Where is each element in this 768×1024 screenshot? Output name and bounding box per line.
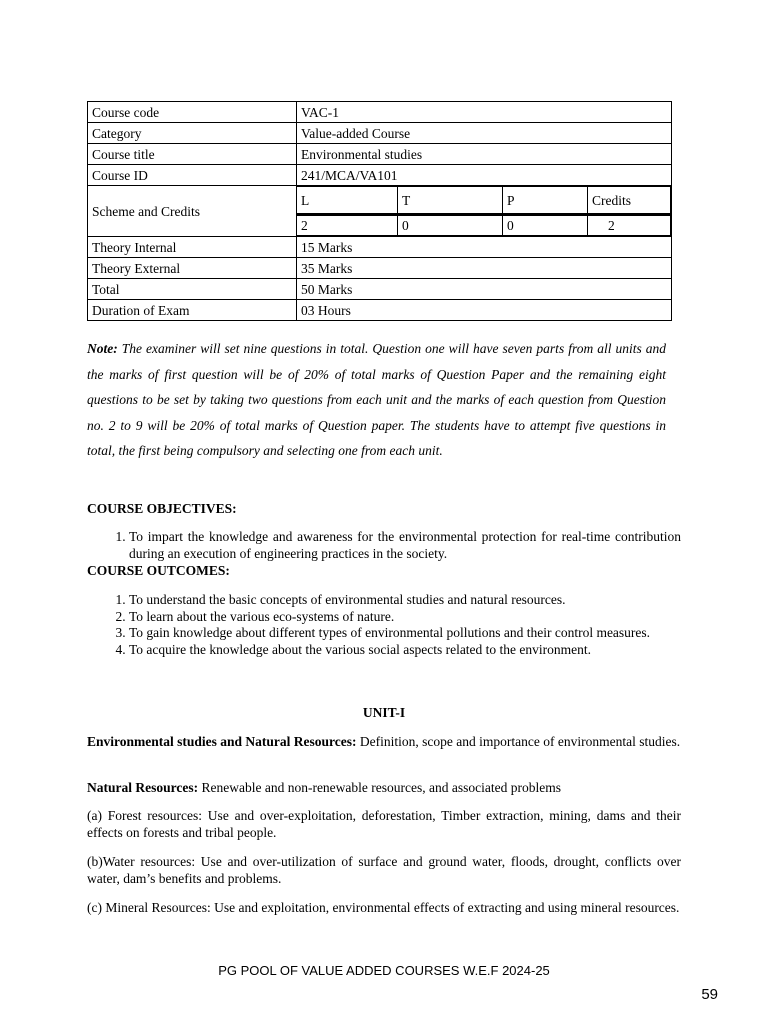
footer-text: PG POOL OF VALUE ADDED COURSES W.E.F 2024-25 bbox=[218, 963, 550, 978]
theory-internal-value: 15 Marks bbox=[297, 237, 672, 258]
scheme-values-cell bbox=[297, 215, 672, 237]
course-outcomes-heading: COURSE OUTCOMES: bbox=[87, 563, 230, 578]
note-label: Note: bbox=[87, 341, 118, 356]
scheme-value-t: 0 bbox=[398, 216, 503, 236]
natural-resources-bold: Natural Resources: bbox=[87, 780, 199, 795]
list-item: 2. To learn about the various eco-systems of nature. bbox=[129, 609, 681, 626]
mineral-resources: (c) Mineral Resources: Use and exploitation, environmental effects of extracting and using mineral resources. bbox=[87, 900, 680, 915]
theory-external-value: 35 Marks bbox=[297, 258, 672, 279]
theory-internal-label: Theory Internal bbox=[88, 237, 297, 258]
duration-value: 03 Hours bbox=[297, 300, 672, 321]
course-id-value: 241/MCA/VA101 bbox=[297, 165, 672, 186]
scheme-value-credits: 2 bbox=[588, 216, 671, 236]
unit-title: UNIT-I bbox=[362, 705, 406, 720]
forest-resources: (a) Forest resources: Use and over-exploitation, deforestation, Timber extraction, mining, dams and their effects on forests and tribal people. bbox=[87, 808, 681, 840]
list-item: 1. To impart the knowledge and awareness for the environmental protection for real-time contribution during an execution of engineering practices in the society. bbox=[129, 529, 681, 562]
table-row bbox=[88, 300, 672, 321]
course-objectives-heading: COURSE OBJECTIVES: bbox=[87, 501, 237, 516]
unit-intro-bold: Environmental studies and Natural Resources: bbox=[87, 734, 357, 749]
scheme-header-l: L bbox=[297, 187, 398, 214]
course-id-label: Course ID bbox=[88, 165, 297, 186]
list-item: 1. To understand the basic concepts of environmental studies and natural resources. bbox=[129, 592, 681, 609]
unit-intro bbox=[87, 734, 681, 751]
scheme-header-t: T bbox=[398, 187, 503, 214]
list-item: 3. To gain knowledge about different types of environmental pollutions and their control measures. bbox=[129, 625, 681, 642]
scheme-headers-cell bbox=[297, 186, 672, 215]
scheme-credits-label: Scheme and Credits bbox=[88, 186, 297, 237]
page-number: 59 bbox=[701, 986, 718, 1003]
natural-resources bbox=[87, 780, 681, 797]
table-row bbox=[88, 237, 672, 258]
course-code-label: Course code bbox=[88, 102, 297, 123]
duration-label: Duration of Exam bbox=[88, 300, 297, 321]
total-value: 50 Marks bbox=[297, 279, 672, 300]
scheme-value-p: 0 bbox=[503, 216, 588, 236]
category-value: Value-added Course bbox=[297, 123, 672, 144]
natural-resources-text: Renewable and non-renewable resources, and associated problems bbox=[198, 780, 561, 795]
table-row bbox=[88, 186, 672, 215]
course-code-value: VAC-1 bbox=[297, 102, 672, 123]
note-text: The examiner will set nine questions in total. Question one will have seven parts from all units and the marks of first question will be of 20% of total marks of Question Paper and the remaining eight questions to be set by taking two questions from each unit and the marks of each question from Question no. 2 to 9 will be 20% of total marks of Question paper. The students have to attempt five questions in total, the first being compulsory and selecting one from each unit. bbox=[87, 341, 666, 458]
theory-external-label: Theory External bbox=[88, 258, 297, 279]
table-row bbox=[88, 102, 672, 123]
total-label: Total bbox=[88, 279, 297, 300]
table-row bbox=[88, 279, 672, 300]
scheme-header-credits: Credits bbox=[588, 187, 671, 214]
table-row bbox=[88, 258, 672, 279]
scheme-value-l: 2 bbox=[297, 216, 398, 236]
table-row bbox=[88, 144, 672, 165]
category-label: Category bbox=[88, 123, 297, 144]
course-objectives-list bbox=[87, 529, 681, 562]
list-item: 4. To acquire the knowledge about the various social aspects related to the environment. bbox=[129, 642, 681, 659]
course-outcomes-list bbox=[87, 592, 681, 658]
exam-note bbox=[87, 336, 666, 464]
scheme-headers bbox=[297, 186, 671, 214]
course-title-label: Course title bbox=[88, 144, 297, 165]
table-row bbox=[88, 123, 672, 144]
scheme-header-p: P bbox=[503, 187, 588, 214]
course-title-value: Environmental studies bbox=[297, 144, 672, 165]
course-details-table bbox=[87, 101, 672, 321]
table-row bbox=[88, 165, 672, 186]
scheme-values bbox=[297, 215, 671, 236]
unit-intro-text: Definition, scope and importance of environmental studies. bbox=[356, 734, 681, 749]
water-resources: (b)Water resources: Use and over-utilization of surface and ground water, floods, drought, conflicts over water, dam’s benefits and problems. bbox=[87, 854, 681, 886]
